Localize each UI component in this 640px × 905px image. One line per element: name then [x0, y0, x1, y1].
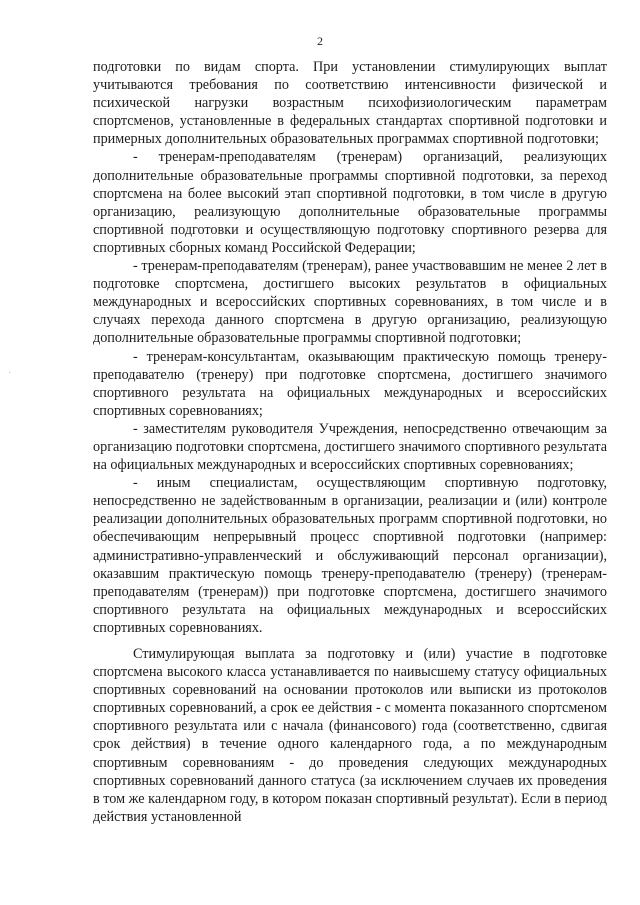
document-body: [93, 58, 607, 826]
paragraph-other-specialists: - иным специалистам, осуществляющим спортивную подготовку, непосредственно не задействованным в организации, реализации и (или) контроле реализации дополнительных образовательных программ спортивной подготовки, но обеспечивающим непрерывный процесс спортивной подготовки (например: административно-управленческий и обслуживающий персонал организации), оказавшим практическую помощь тренеру-преподавателю (тренеру) (тренерам-преподавателям (тренерам)) при подготовке спортсмена, достигшего значимого спортивного результата на официальных международных и всероссийских спортивных соревнованиях.: [93, 475, 607, 636]
page-number: 2: [317, 34, 323, 48]
margin-scan-mark: ·: [8, 368, 12, 379]
paragraph-continuation: подготовки по видам спорта. При установлении стимулирующих выплат учитываются требования по соответствию интенсивности физической и психической нагрузки возрастным психофизиологическим параметрам спортсменов, установленные в федеральных стандартах спортивной подготовки и примерных дополнительных образовательных программах спортивной подготовки;: [93, 59, 607, 148]
paragraph-former-coaches: - тренерам-преподавателям (тренерам), ранее участвовавшим не менее 2 лет в подготовке спортсмена, достигшего высоких результатов в официальных международных и всероссийских спортивных соревнованиях, в том числе и в случаях перехода данного спортсмена в другую организацию, реализующую дополнительные образовательные программы спортивной подготовки;: [93, 258, 607, 347]
paragraph-deputy-directors: - заместителям руководителя Учреждения, непосредственно отвечающим за организацию подготовки спортсмена, достигшего значимого спортивного результата на официальных международных и всероссийских спортивных соревнованиях;: [93, 420, 607, 474]
paragraph-coaches-organizations: - тренерам-преподавателям (тренерам) организаций, реализующих дополнительные образовательные программы спортивной подготовки, за переход спортсмена на более высокий этап спортивной подготовки, в том числе в другую организацию, реализующую дополнительные образовательные программы спортивной подготовки и осуществляющую подготовку спортивного резерва для спортивных сборных команд Российской Федерации;: [93, 149, 607, 256]
paragraph-consultant-coaches: - тренерам-консультантам, оказывающим практическую помощь тренеру-преподавателю (тренеру) при подготовке спортсмена, достигшего значимого спортивного результата на официальных международных и всероссийских спортивных соревнованиях;: [93, 348, 607, 419]
paragraph-bonus-terms: Стимулирующая выплата за подготовку и (или) участие в подготовке спортсмена высокого класса устанавливается по наивысшему статусу официальных спортивных соревнований на основании протоколов или выписки из протоколов спортивных соревнований, а срок ее действия - с момента показанного спортсменом спортивного результата или с начала (финансового) года (соответственно, сдвигая срок действия) в течение одного календарного года, а по международным спортивным соревнованиям - до проведения следующих международных спортивных соревнований данного статуса (за исключением случаев их проведения в том же календарном году, в котором показан спортивный результат). Если в период действия установленной: [93, 646, 607, 825]
